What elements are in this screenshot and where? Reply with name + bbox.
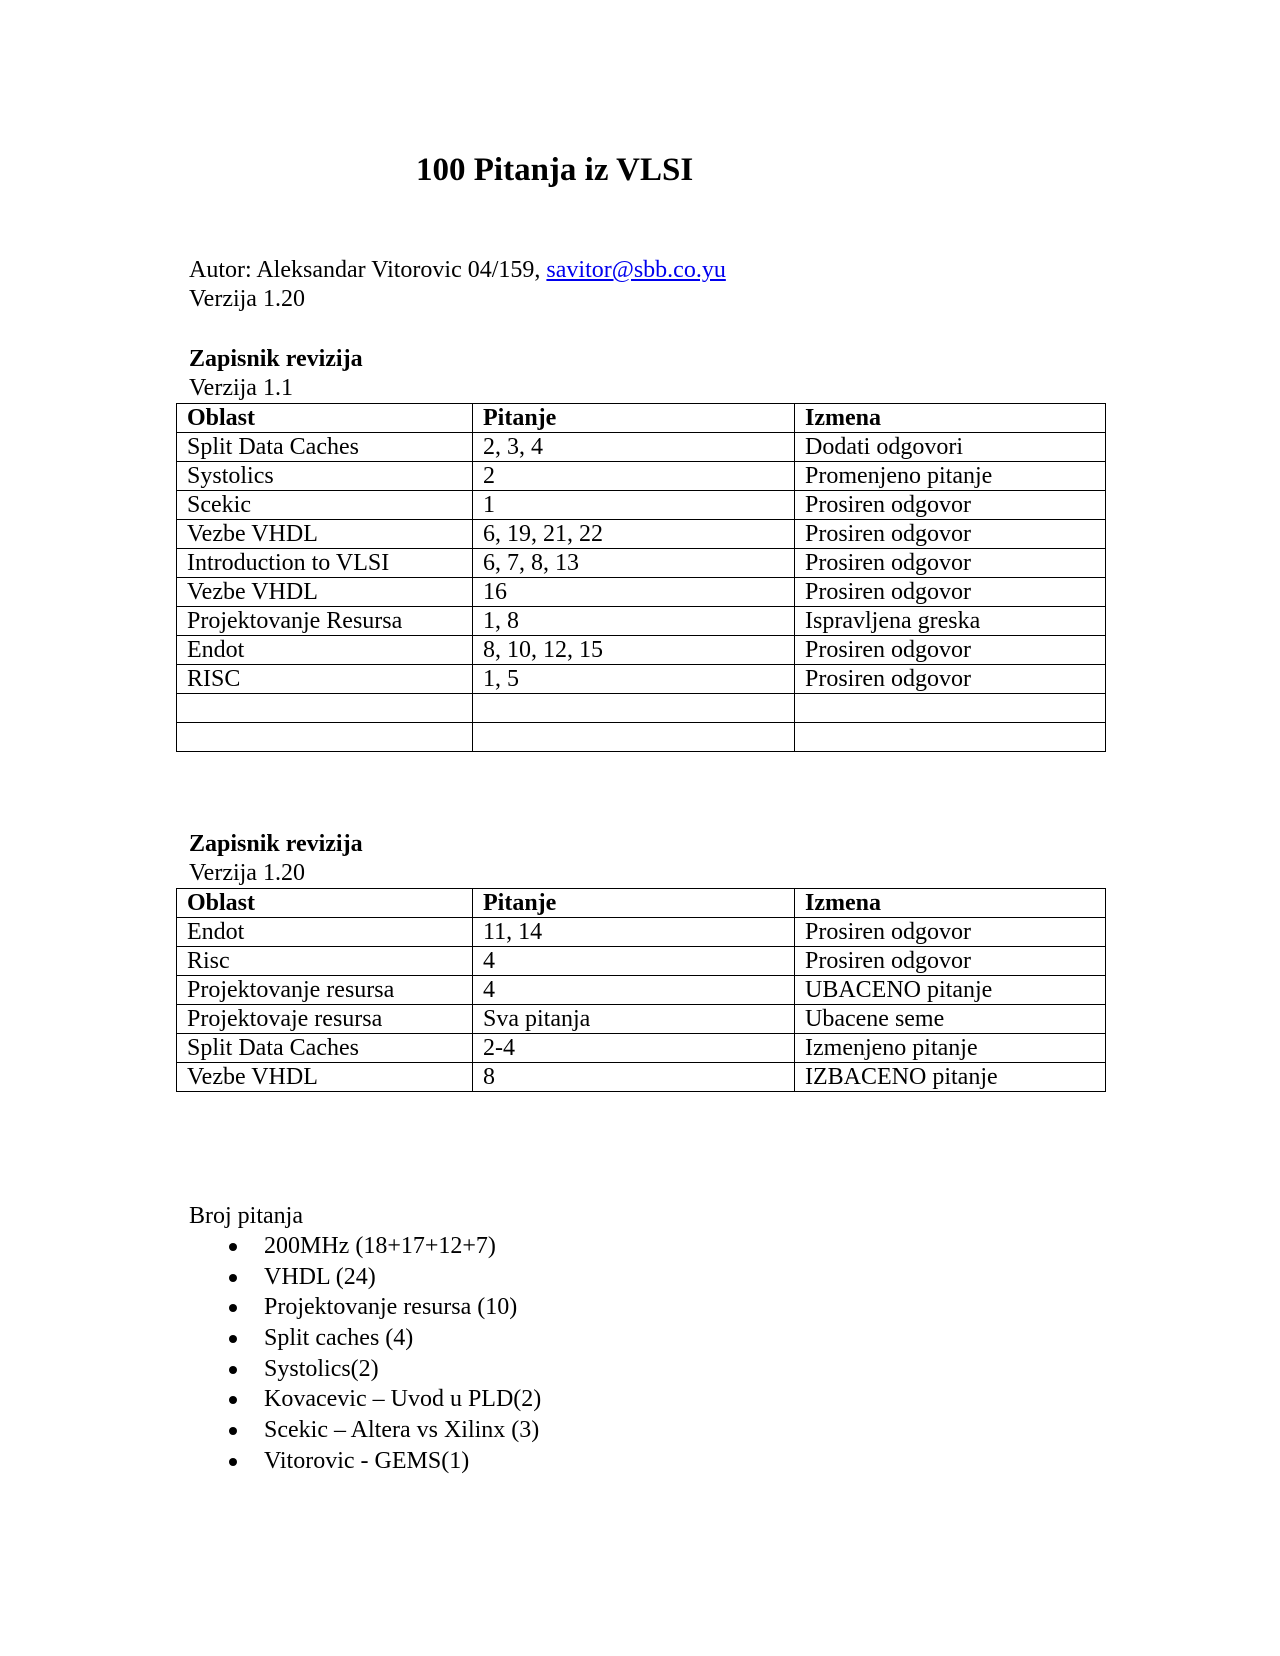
table-cell: Vezbe VHDL [177,578,473,607]
table-cell: Prosiren odgovor [795,918,1106,947]
table-cell: 2, 3, 4 [473,433,795,462]
table-row [177,636,1106,665]
column-header: Pitanje [473,889,795,918]
table-cell [473,694,795,723]
column-header: Oblast [177,404,473,433]
table-row [177,665,1106,694]
table-cell: Prosiren odgovor [795,549,1106,578]
table-row [177,1034,1106,1063]
revision-log-2 [176,830,1106,1092]
revision-log-1 [176,345,1106,752]
table-cell: 8, 10, 12, 15 [473,636,795,665]
column-header: Pitanje [473,404,795,433]
table-cell: Ispravljena greska [795,607,1106,636]
list-item [189,1354,541,1385]
table-cell: 1, 5 [473,665,795,694]
list-item-text: Vitorovic - GEMS(1) [264,1447,470,1474]
revision-heading: Zapisnik revizija [189,831,363,857]
table-row [177,723,1106,752]
question-count-list [189,1231,541,1477]
table-cell: Promenjeno pitanje [795,462,1106,491]
column-header: Izmena [795,889,1106,918]
table-cell: Vezbe VHDL [177,520,473,549]
table-cell [177,723,473,752]
table-cell [795,694,1106,723]
table-cell [473,723,795,752]
bullet-icon [229,1274,237,1282]
author-text: Autor: Aleksandar Vitorovic 04/159, [189,257,547,283]
list-item [189,1415,541,1446]
list-item [189,1231,541,1262]
table-cell: Introduction to VLSI [177,549,473,578]
list-item-text: Scekic – Altera vs Xilinx (3) [264,1417,540,1444]
list-item-text: VHDL (24) [264,1263,376,1290]
table-cell: Vezbe VHDL [177,1063,473,1092]
table-row [177,1005,1106,1034]
revision-version: Verzija 1.20 [189,860,305,886]
list-item [189,1292,541,1323]
table-cell: Prosiren odgovor [795,636,1106,665]
table-cell: Split Data Caches [177,1034,473,1063]
revision-version: Verzija 1.1 [189,375,293,401]
bullet-icon [229,1243,237,1251]
table-row [177,520,1106,549]
table-row [177,694,1106,723]
table-cell: Split Data Caches [177,433,473,462]
table-cell: Prosiren odgovor [795,520,1106,549]
list-item-text: 200MHz (18+17+12+7) [264,1233,496,1259]
table-cell: Prosiren odgovor [795,947,1106,976]
question-count-label: Broj pitanja [189,1203,303,1229]
table-row [177,976,1106,1005]
table-cell: Systolics [177,462,473,491]
document-title: 100 Pitanja iz VLSI [416,152,694,188]
table-cell: 1, 8 [473,607,795,636]
table-row [177,462,1106,491]
document-meta [189,256,726,314]
table-cell: 1 [473,491,795,520]
revision-table [176,888,1106,1092]
table-cell: Dodati odgovori [795,433,1106,462]
table-cell: 6, 7, 8, 13 [473,549,795,578]
table-cell: Projektovanje resursa [177,976,473,1005]
table-cell: IZBACENO pitanje [795,1063,1106,1092]
list-item [189,1446,541,1477]
author-line [189,256,726,285]
table-cell: 2 [473,462,795,491]
list-item-text: Systolics(2) [264,1355,379,1382]
table-cell: RISC [177,665,473,694]
bullet-icon [229,1366,237,1374]
column-header: Izmena [795,404,1106,433]
table-cell: 4 [473,976,795,1005]
table-cell: Projektovanje Resursa [177,607,473,636]
table-cell: Izmenjeno pitanje [795,1034,1106,1063]
table-cell: Ubacene seme [795,1005,1106,1034]
table-cell [795,723,1106,752]
bullet-icon [229,1304,237,1312]
table-cell: Sva pitanja [473,1005,795,1034]
bullet-icon [229,1458,237,1466]
table-header-row [177,404,1106,433]
list-item [189,1323,541,1354]
revision-table [176,403,1106,752]
question-count-section [189,1202,541,1477]
table-cell: Prosiren odgovor [795,491,1106,520]
table-row [177,1063,1106,1092]
version-line: Verzija 1.20 [189,286,305,312]
table-cell: 8 [473,1063,795,1092]
table-row [177,433,1106,462]
table-row [177,491,1106,520]
bullet-icon [229,1427,237,1435]
list-item-text: Kovacevic – Uvod u PLD(2) [264,1386,542,1413]
table-cell: Projektovaje resursa [177,1005,473,1034]
table-cell: 4 [473,947,795,976]
list-item-text: Split caches (4) [264,1325,414,1352]
table-header-row [177,889,1106,918]
table-cell: Prosiren odgovor [795,578,1106,607]
column-header: Oblast [177,889,473,918]
bullet-icon [229,1396,237,1404]
list-item [189,1384,541,1415]
table-row [177,607,1106,636]
list-item-text: Projektovanje resursa (10) [264,1294,518,1321]
table-row [177,578,1106,607]
table-cell: Endot [177,918,473,947]
table-cell: UBACENO pitanje [795,976,1106,1005]
table-cell: Scekic [177,491,473,520]
author-email-link[interactable]: savitor@sbb.co.yu [546,257,726,283]
table-cell: 6, 19, 21, 22 [473,520,795,549]
table-cell: Prosiren odgovor [795,665,1106,694]
revision-heading: Zapisnik revizija [189,346,363,372]
table-cell: 2-4 [473,1034,795,1063]
table-cell [177,694,473,723]
table-row [177,918,1106,947]
bullet-icon [229,1335,237,1343]
table-cell: 11, 14 [473,918,795,947]
table-row [177,947,1106,976]
table-row [177,549,1106,578]
table-cell: 16 [473,578,795,607]
table-cell: Endot [177,636,473,665]
list-item [189,1262,541,1293]
table-cell: Risc [177,947,473,976]
